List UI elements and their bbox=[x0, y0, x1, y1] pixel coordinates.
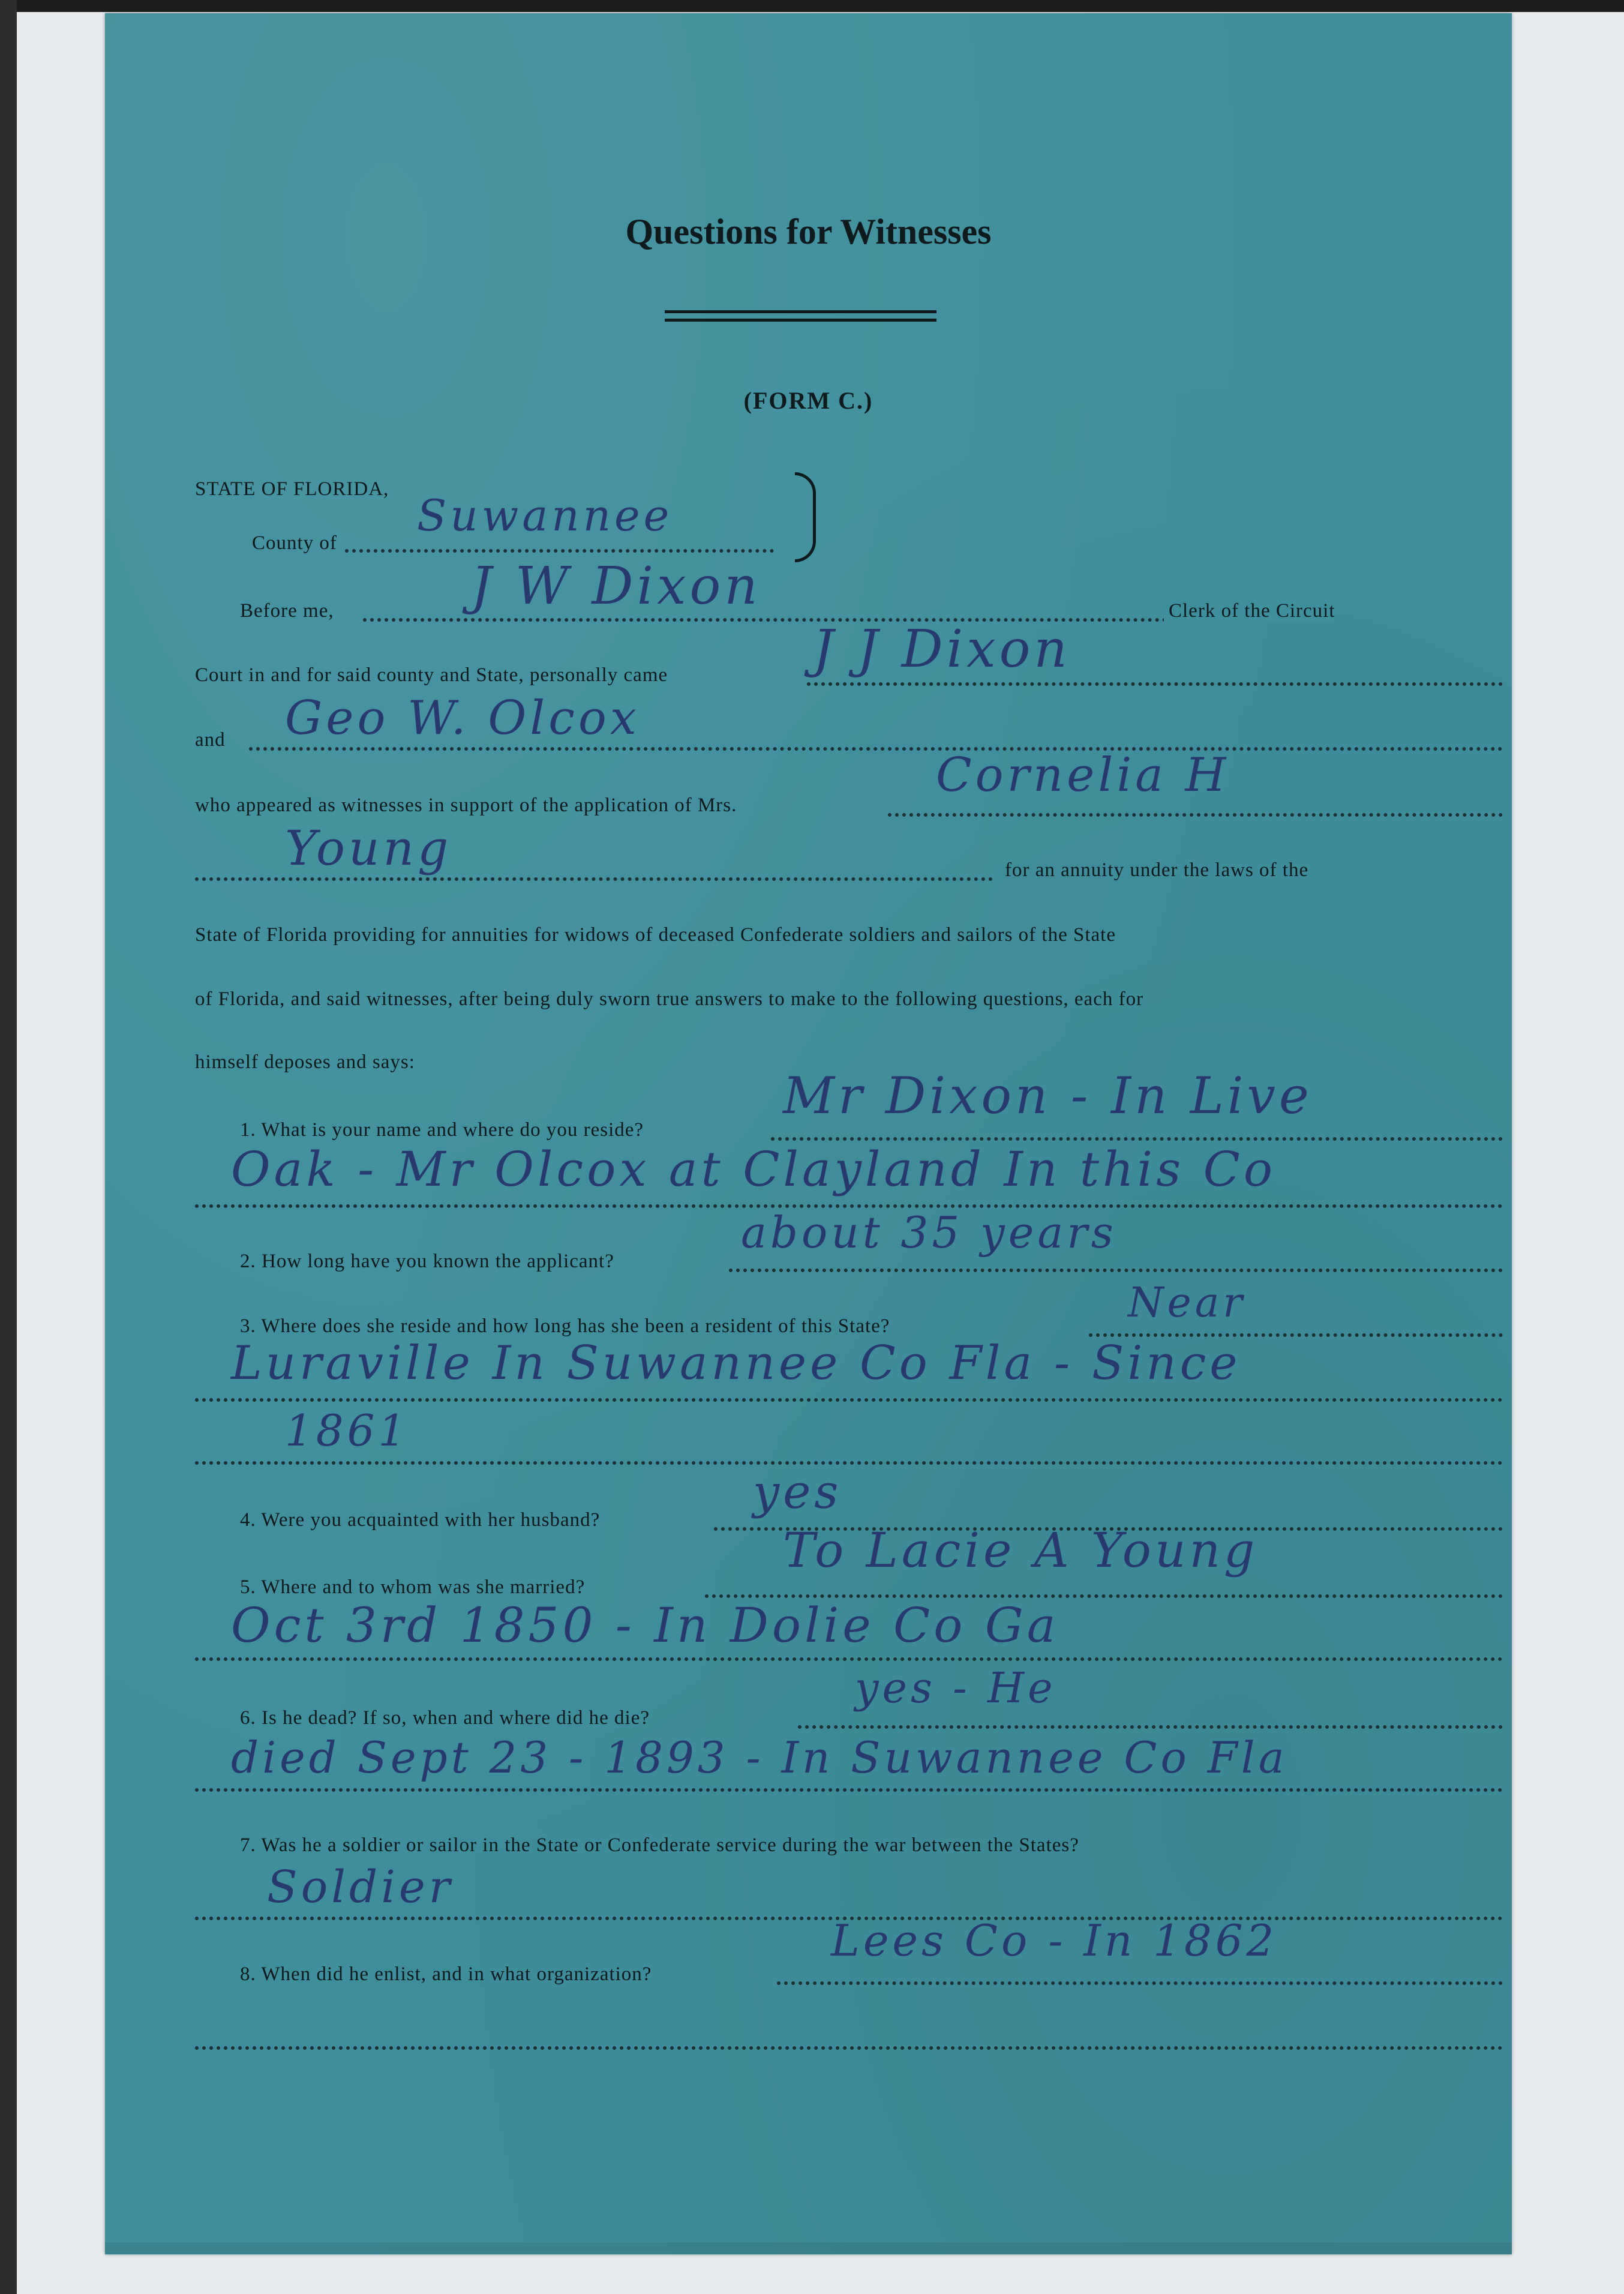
county-label: County of bbox=[252, 532, 337, 554]
answer-3-line-2: Luraville In Suwannee Co Fla - Since bbox=[231, 1336, 1241, 1390]
and-label: and bbox=[195, 729, 226, 751]
form-code: (FORM C.) bbox=[743, 387, 873, 414]
witness2-dotted-line bbox=[249, 747, 1503, 751]
title-rule-top bbox=[665, 310, 936, 313]
answer-6-line-2: died Sept 23 - 1893 - In Suwannee Co Fla bbox=[231, 1732, 1288, 1783]
annuity-text: for an annuity under the laws of the bbox=[1005, 859, 1309, 881]
title-rule-bottom bbox=[665, 319, 936, 322]
form-title: Questions for Witnesses bbox=[625, 212, 992, 251]
answer-4: yes bbox=[753, 1465, 842, 1519]
answer-8-dotted-line bbox=[777, 1981, 1503, 1985]
question-3: 3. Where does she reside and how long has she been a resident of this State? bbox=[240, 1315, 890, 1337]
answer-6-dotted-line bbox=[798, 1725, 1503, 1729]
answer-2-dotted-line bbox=[729, 1269, 1503, 1272]
scan-border-left bbox=[0, 0, 17, 2294]
state-label: STATE OF FLORIDA, bbox=[195, 478, 389, 500]
question-4: 4. Were you acquainted with her husband? bbox=[240, 1509, 601, 1531]
answer-5-dotted-line-2 bbox=[195, 1657, 1503, 1661]
paragraph-line-2: of Florida, and said witnesses, after being duly sworn true answers to make to the following questions, each for bbox=[195, 988, 1144, 1010]
answer-2: about 35 years bbox=[741, 1207, 1117, 1258]
paragraph-line-1: State of Florida providing for annuities for widows of deceased Confederate soldiers and sailors of the State bbox=[195, 924, 1116, 946]
answer-6-line-1: yes - He bbox=[855, 1663, 1056, 1713]
question-2: 2. How long have you known the applicant? bbox=[240, 1251, 614, 1272]
question-7: 7. Was he a soldier or sailor in the State or Confederate service during the war between the States? bbox=[240, 1834, 1079, 1856]
applicant-first-name: Cornelia H bbox=[936, 748, 1230, 802]
answer-1-dotted-line bbox=[771, 1137, 1503, 1141]
question-8: 8. When did he enlist, and in what organization? bbox=[240, 1963, 652, 1985]
county-dotted-line bbox=[345, 549, 774, 553]
county-value: Suwannee bbox=[417, 490, 673, 541]
scan-border-top bbox=[0, 0, 1624, 12]
answer-3-dotted-line-3 bbox=[195, 1461, 1503, 1465]
appeared-text: who appeared as witnesses in support of the application of Mrs. bbox=[195, 794, 737, 816]
before-me-label: Before me, bbox=[240, 600, 334, 622]
question-1: 1. What is your name and where do you reside? bbox=[240, 1119, 644, 1141]
witness1-dotted-line bbox=[807, 682, 1503, 686]
applicant-last-name: Young bbox=[285, 820, 452, 876]
answer-5-line-2: Oct 3rd 1850 - In Dolie Co Ga bbox=[231, 1597, 1059, 1653]
answer-1-line-2: Oak - Mr Olcox at Clayland In this Co bbox=[231, 1141, 1276, 1197]
question-6: 6. Is he dead? If so, when and where did he die? bbox=[240, 1707, 650, 1729]
applicant-continued-dotted-line bbox=[195, 877, 993, 881]
answer-8: Lees Co - In 1862 bbox=[831, 1915, 1278, 1966]
clerk-of-circuit-label: Clerk of the Circuit bbox=[1164, 600, 1335, 622]
answer-3-line-1: Near bbox=[1128, 1279, 1246, 1327]
court-text: Court in and for said county and State, personally came bbox=[195, 664, 668, 686]
applicant-dotted-line bbox=[888, 813, 1503, 817]
answer-3-line-3: 1861 bbox=[285, 1405, 410, 1456]
answer-3-dotted-line-2 bbox=[195, 1398, 1503, 1402]
witness2-name: Geo W. Olcox bbox=[285, 691, 640, 745]
question-5: 5. Where and to whom was she married? bbox=[240, 1576, 586, 1598]
answer-7: Soldier bbox=[267, 1861, 454, 1913]
clerk-name: J W Dixon bbox=[471, 556, 761, 616]
form-sheet bbox=[105, 13, 1512, 2254]
sheet-bottom-shadow bbox=[105, 2242, 1512, 2254]
witness1-name: J J Dixon bbox=[813, 619, 1071, 679]
paragraph-line-3: himself deposes and says: bbox=[195, 1051, 415, 1073]
answer-6-dotted-line-2 bbox=[195, 1788, 1503, 1792]
answer-5-line-1: To Lacie A Young bbox=[783, 1522, 1259, 1578]
answer-8-dotted-line-2 bbox=[195, 2046, 1503, 2050]
answer-1-line-1: Mr Dixon - In Live bbox=[783, 1066, 1313, 1125]
county-brace bbox=[795, 472, 816, 562]
